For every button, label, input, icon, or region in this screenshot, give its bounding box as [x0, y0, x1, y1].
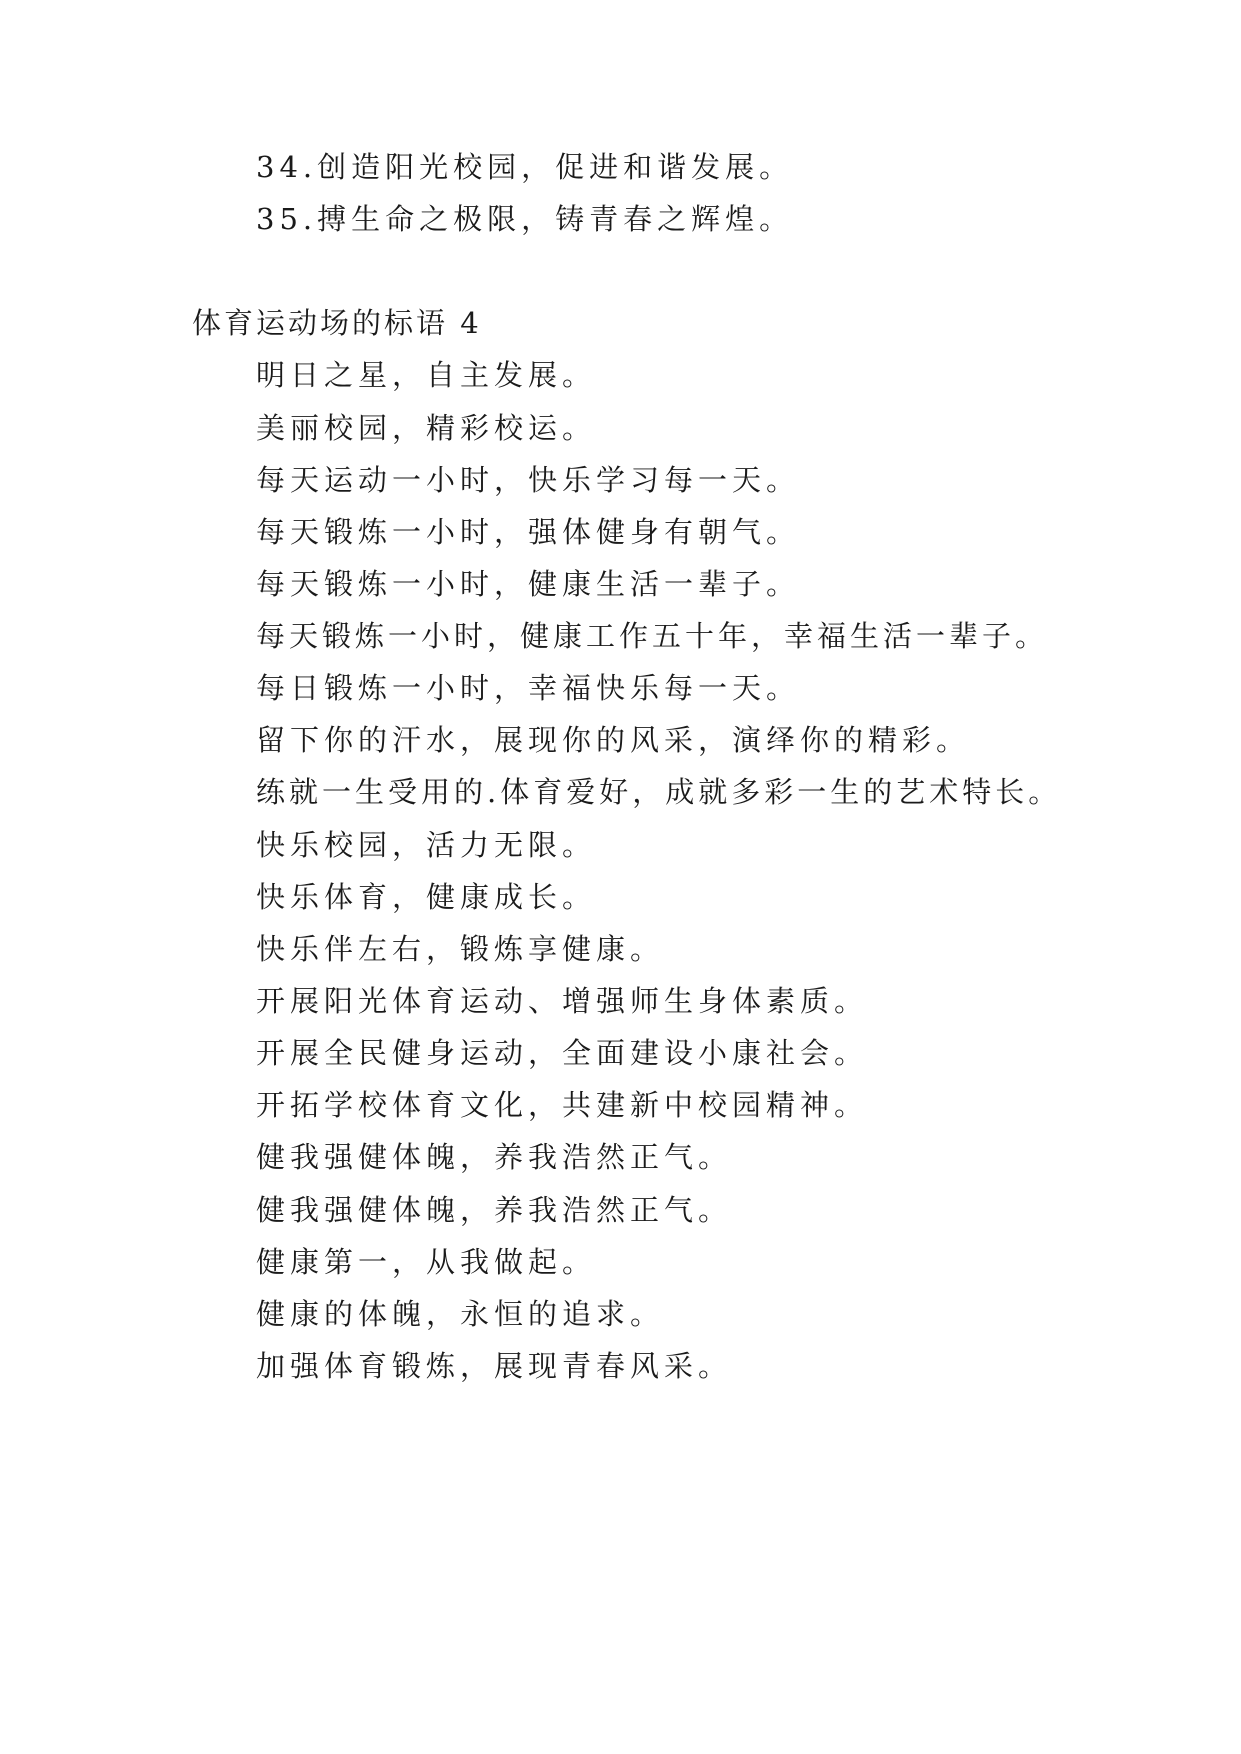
- slogan-line: 开展阳光体育运动、增强师生身体素质。: [256, 984, 869, 1018]
- slogan-line: 每天运动一小时，快乐学习每一天。: [256, 463, 801, 497]
- slogan-line: 快乐校园，活力无限。: [256, 828, 597, 862]
- slogan-line: 健康的体魄，永恒的追求。: [256, 1297, 665, 1331]
- slogan-line: 加强体育锻炼，展现青春风采。: [256, 1349, 733, 1383]
- numbered-item: 34.创造阳光校园，促进和谐发展。: [256, 150, 794, 184]
- slogan-line: 健我强健体魄，养我浩然正气。: [256, 1140, 733, 1174]
- slogan-line: 留下你的汗水，展现你的风采，演绎你的精彩。: [256, 723, 971, 757]
- slogan-line: 快乐体育，健康成长。: [256, 880, 597, 914]
- slogan-line: 快乐伴左右，锻炼享健康。: [256, 932, 665, 966]
- slogan-line: 练就一生受用的.体育爱好，成就多彩一生的艺术特长。: [256, 775, 1062, 809]
- slogan-line: 每天锻炼一小时，健康工作五十年，幸福生活一辈子。: [256, 619, 1049, 653]
- slogan-line: 美丽校园，精彩校运。: [256, 411, 597, 445]
- section-heading: 体育运动场的标语 4: [192, 306, 482, 340]
- slogan-line: 健我强健体魄，养我浩然正气。: [256, 1193, 733, 1227]
- slogan-line: 健康第一，从我做起。: [256, 1245, 597, 1279]
- slogan-line: 开拓学校体育文化，共建新中校园精神。: [256, 1088, 869, 1122]
- slogan-line: 明日之星，自主发展。: [256, 358, 597, 392]
- slogan-line: 每天锻炼一小时，强体健身有朝气。: [256, 515, 801, 549]
- slogan-line: 每天锻炼一小时，健康生活一辈子。: [256, 567, 801, 601]
- slogan-line: 每日锻炼一小时，幸福快乐每一天。: [256, 671, 801, 705]
- numbered-item: 35.搏生命之极限，铸青春之辉煌。: [256, 202, 794, 236]
- slogan-line: 开展全民健身运动，全面建设小康社会。: [256, 1036, 869, 1070]
